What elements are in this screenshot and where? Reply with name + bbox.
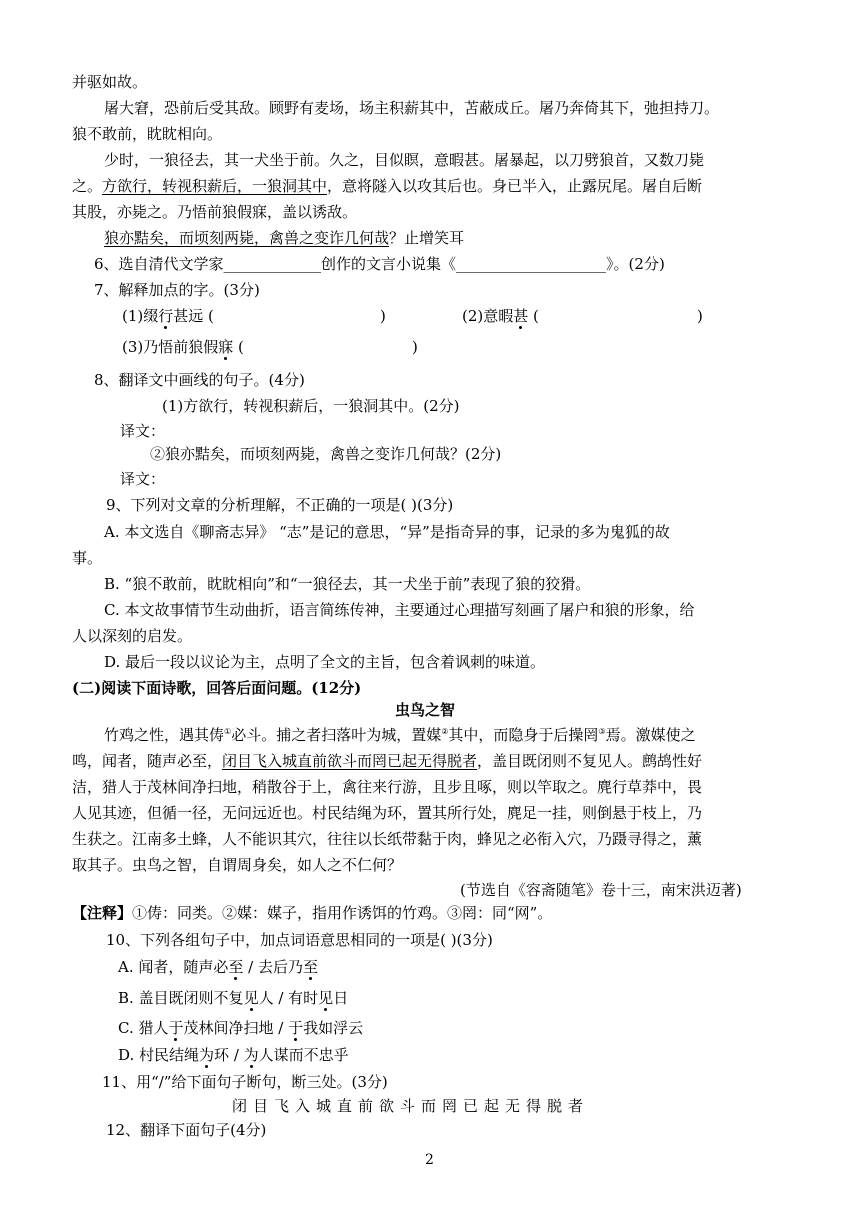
text: B. “狼不敢前，眈眈相向”和“一狼径去，其一犬坐于前”表现了狼的狡猾。 xyxy=(104,575,591,593)
text: C. 猎人 xyxy=(118,1019,169,1037)
option-d xyxy=(118,1045,349,1065)
footnote-mark: ② xyxy=(441,727,449,736)
text: ) xyxy=(380,307,386,325)
passage-title xyxy=(395,700,455,720)
option-b xyxy=(118,988,348,1008)
option-a-cont xyxy=(72,548,102,568)
text: 9、下列对文章的分析理解，不正确的一项是( )(3分) xyxy=(106,496,454,514)
text: ？止增笑耳 xyxy=(389,229,465,247)
text: ，意将隧入以攻其后也。身已半入，止露尻尾。屠自后断 xyxy=(327,177,703,195)
text: A. 闻者，随声必 xyxy=(118,958,229,976)
text: 我如浮云 xyxy=(303,1019,364,1037)
text: 屠大窘，恐前后受其敌。顾野有麦场，场主积薪其中，苫蔽成丘。屠乃奔倚其下，弛担持刀。 xyxy=(104,99,720,117)
text: ) xyxy=(697,307,703,325)
text: 人谋而不忠乎 xyxy=(258,1046,349,1064)
text: 少时，一狼径去，其一犬坐于前。久之，目似瞑，意暇甚。屠暴起，以刀劈狼首，又数刀毙 xyxy=(104,151,705,169)
dotted-char: 见 xyxy=(318,989,334,1007)
text: 译文： xyxy=(120,470,166,488)
option-c xyxy=(118,1018,363,1038)
dotted-char: 甚 xyxy=(513,307,529,325)
text: (节选自《容斋随笔》卷十三，南宋洪迈著) xyxy=(460,881,742,899)
text: ，盖目既闭则不复见人。鹧鸪性好 xyxy=(477,752,703,770)
text: 人以深刻的启发。 xyxy=(72,627,193,645)
text: 虫鸟之智 xyxy=(395,701,456,719)
text: ①俦：同类。②媒：媒子，指用作诱饵的竹鸡。③罔：同“网”。 xyxy=(132,904,553,922)
text: 必斗。捕之者扫落叶为城，置媒 xyxy=(231,726,442,744)
text: 甚远 ( xyxy=(173,307,214,325)
text: 8、翻译文中画线的句子。(4分) xyxy=(94,371,305,389)
notes xyxy=(72,903,552,923)
question-6 xyxy=(94,254,665,274)
text: 竹鸡之性，遇其俦 xyxy=(104,726,225,744)
passage-line xyxy=(72,124,222,144)
option-b xyxy=(104,574,590,594)
passage-line xyxy=(72,176,702,196)
question-8-item-2 xyxy=(150,444,501,464)
text: 茂林间净扫地 / xyxy=(183,1019,289,1037)
text: 7、解释加点的字。(3分) xyxy=(94,281,260,299)
section-heading xyxy=(72,678,361,698)
text: 2 xyxy=(425,1152,434,1168)
text: ) xyxy=(412,338,418,356)
sentence-to-punctuate xyxy=(232,1096,589,1116)
text: 日 xyxy=(333,989,349,1007)
text: 狼不敢前，眈眈相向。 xyxy=(72,125,223,143)
text: 6、选自清代文学家_____________创作的文言小说集《____________________》。(2分) xyxy=(94,255,665,273)
text: (3)乃悟前狼假 xyxy=(122,338,219,356)
text: (1)方欲行，转视积薪后，一狼洞其中。(2分) xyxy=(162,397,460,415)
question-10 xyxy=(106,930,493,950)
page-number xyxy=(425,1150,434,1170)
question-7-item-3 xyxy=(122,337,244,357)
text: B. 盖目既闭则不复 xyxy=(118,989,244,1007)
text: 其股，亦毙之。乃悟前狼假寐，盖以诱敌。 xyxy=(72,203,358,221)
option-c-cont xyxy=(72,626,192,646)
text: 人见其迹，但循一径，无问远近也。村民结绳为环，置其所行处，麂足一挂，则倒悬于枝上，乃 xyxy=(72,804,703,822)
passage2-line xyxy=(104,725,696,745)
text: (二)阅读下面诗歌，回答后面问题。(12分) xyxy=(72,679,362,697)
source-citation xyxy=(460,880,742,900)
question-8-item-1 xyxy=(162,396,460,416)
underlined-sentence: 狼亦黠矣，而顷刻两毙，禽兽之变诈几何哉 xyxy=(104,229,390,247)
dotted-char: 见 xyxy=(243,989,259,1007)
text: 其中，而隐身于后操罔 xyxy=(448,726,599,744)
passage-line xyxy=(104,150,704,170)
text: D. 最后一段以议论为主，点明了全文的主旨，包含着讽刺的味道。 xyxy=(104,653,546,671)
question-9 xyxy=(106,495,453,515)
question-8 xyxy=(94,370,305,390)
paren-close xyxy=(380,306,386,326)
text: 事。 xyxy=(72,549,103,567)
text: 译文： xyxy=(120,422,166,440)
dotted-char: 至 xyxy=(302,958,318,976)
dotted-char: 至 xyxy=(228,958,244,976)
text: 取其子。虫鸟之智，自谓周身矣，如人之不仁何？ xyxy=(72,856,403,874)
question-7 xyxy=(94,280,260,300)
paren-close xyxy=(697,306,703,326)
text: / 去后乃 xyxy=(243,958,303,976)
passage-line xyxy=(104,98,719,118)
dotted-char: 寐 xyxy=(218,338,234,356)
passage2-line xyxy=(72,855,402,875)
text: ( xyxy=(233,338,244,356)
text: 鸣，闻者，随声必至， xyxy=(72,752,223,770)
text: C. 本文故事情节生动曲折，语言简练传神，主要通过心理描写刻画了屠户和狼的形象，给 xyxy=(104,601,695,619)
passage2-line xyxy=(72,803,702,823)
text: 环 / xyxy=(214,1046,244,1064)
text: D. 村民结绳 xyxy=(118,1046,200,1064)
dotted-char: 为 xyxy=(243,1046,259,1064)
translation-label xyxy=(120,421,165,441)
question-7-item-2 xyxy=(462,306,539,326)
text: 并驱如故。 xyxy=(72,73,148,91)
text: 生获之。江南多土蜂，人不能识其穴，往往以长纸带黏于肉，蜂见之必衔入穴，乃蹑寻得之，薰 xyxy=(72,830,703,848)
footnote-mark: ① xyxy=(224,727,232,736)
text: 闭目飞入城直前欲斗而罔已起无得脱者 xyxy=(232,1097,590,1115)
text: (1)缀 xyxy=(122,307,159,325)
text: 12、翻译下面句子(4分) xyxy=(106,1121,267,1139)
text: 之。 xyxy=(72,177,103,195)
notes-label: 【注释】 xyxy=(72,904,133,922)
dotted-char: 于 xyxy=(168,1019,184,1037)
underlined-sentence: 闭目飞入城直前欲斗而罔已起无得脱者 xyxy=(222,752,478,770)
text: 焉。激媒使之 xyxy=(605,726,696,744)
text: A. 本文选自《聊斋志异》 “志”是记的意思，“异”是指奇异的事，记录的多为鬼狐的故 xyxy=(104,523,670,541)
passage2-line xyxy=(72,777,702,797)
text: 11、用“/”给下面句子断句，断三处。(3分) xyxy=(102,1073,388,1091)
text: (2)意暇 xyxy=(462,307,514,325)
footnote-mark: ③ xyxy=(598,727,606,736)
paren-close xyxy=(412,337,418,357)
option-c xyxy=(104,600,694,620)
option-a xyxy=(118,957,318,977)
underlined-sentence: 方欲行，转视积薪后，一狼洞其中 xyxy=(102,177,328,195)
question-12 xyxy=(106,1120,266,1140)
text: 人 / 有时 xyxy=(258,989,319,1007)
passage-line xyxy=(72,72,147,92)
passage2-line xyxy=(72,829,702,849)
option-a xyxy=(104,522,670,542)
option-d xyxy=(104,652,545,672)
dotted-char: 于 xyxy=(288,1019,304,1037)
question-7-item-1 xyxy=(122,306,214,326)
text: 洁，猎人于茂林间净扫地，稍散谷于上，禽往来行游，且步且啄，则以竿取之。麂行草莽中，畏 xyxy=(72,778,703,796)
question-11 xyxy=(102,1072,388,1092)
dotted-char: 为 xyxy=(199,1046,215,1064)
translation-label xyxy=(120,469,165,489)
passage-line xyxy=(104,228,464,248)
passage-line xyxy=(72,202,357,222)
text: ( xyxy=(528,307,539,325)
text: ②狼亦黠矣，而顷刻两毙，禽兽之变诈几何哉？(2分) xyxy=(150,445,502,463)
dotted-char: 行 xyxy=(158,307,174,325)
passage2-line xyxy=(72,751,702,771)
text: 10、下列各组句子中，加点词语意思相同的一项是( )(3分) xyxy=(106,931,493,949)
